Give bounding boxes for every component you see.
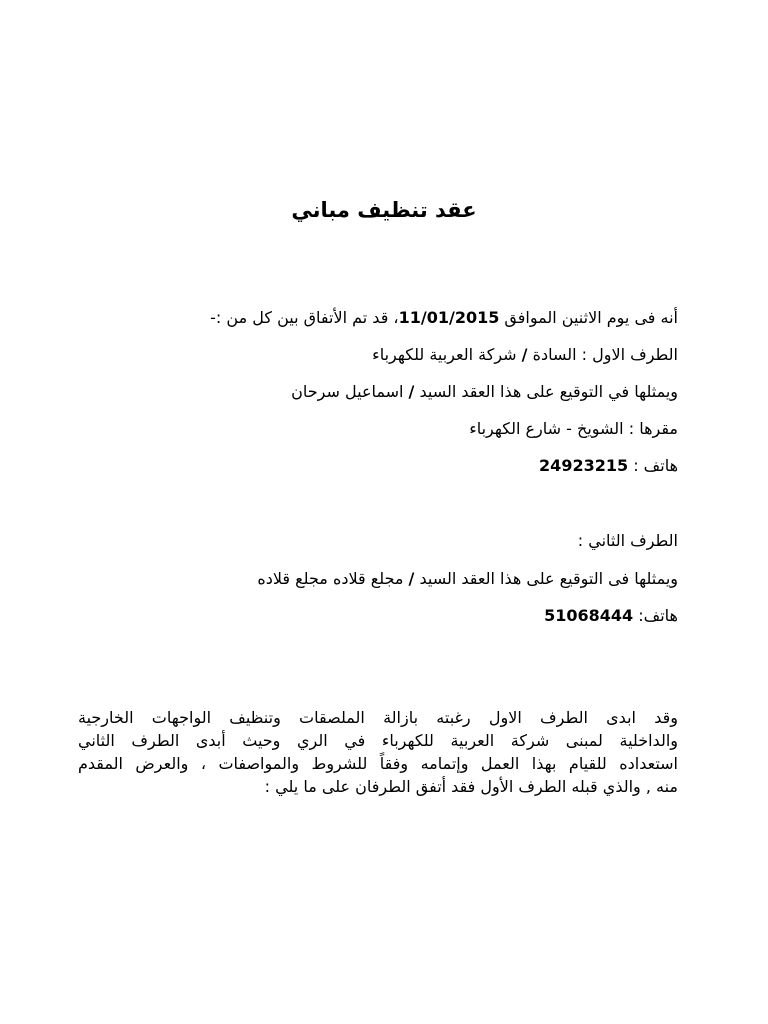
intro-prefix: أنه فى يوم الاثنين الموافق bbox=[499, 308, 678, 327]
party2-phone-line bbox=[78, 606, 678, 626]
party1-phone-line bbox=[78, 456, 678, 476]
body-line: وقد ابدى الطرف الاول رغبته بازالة الملصقات وتنظيف الواجهات الخارجية bbox=[78, 708, 678, 727]
intro-suffix: ، قد تم الأتفاق بين كل من :- bbox=[210, 308, 399, 327]
party2-rep-prefix: ويمثلها فى التوقيع على هذا العقد السيد bbox=[414, 569, 678, 588]
party2-representative-line bbox=[78, 569, 678, 589]
party1-rep-name: اسماعيل سرحان bbox=[291, 382, 409, 401]
party2-rep-slash: / bbox=[408, 569, 415, 588]
contract-body-paragraph bbox=[78, 706, 678, 798]
party2-line: الطرف الثاني : bbox=[577, 531, 678, 550]
intro-line bbox=[78, 308, 678, 328]
party1-representative-line bbox=[78, 382, 678, 402]
party2-phone-label: هاتف: bbox=[633, 606, 678, 625]
party1-phone-label: هاتف : bbox=[628, 456, 678, 475]
party1-headquarters-line: مقرها : الشويخ - شارع الكهرباء bbox=[469, 419, 678, 438]
party1-rep-slash: / bbox=[408, 382, 415, 401]
party2-rep-name: مجلع قلاده مجلع قلاده bbox=[257, 569, 409, 588]
party2-phone: 51068444 bbox=[544, 606, 634, 625]
body-line: منه , والذي قبله الطرف الأول فقد أتفق الطرفان على ما يلي : bbox=[264, 777, 678, 796]
body-line: استعداده للقيام بهذا العمل وإتمامه وفقاً للشروط والمواصفات ، والعرض المقدم bbox=[78, 754, 678, 773]
party1-slash: / bbox=[521, 345, 528, 364]
party1-rep-prefix: ويمثلها في التوقيع على هذا العقد السيد bbox=[414, 382, 678, 401]
party1-phone: 24923215 bbox=[539, 456, 629, 475]
party1-line bbox=[78, 345, 678, 365]
body-line: والداخلية لمبنى شركة العربية للكهرباء في الري وحيث أبدى الطرف الثاني bbox=[78, 731, 678, 750]
party1-company: شركة العربية للكهرباء bbox=[372, 345, 522, 364]
intro-date: 11/01/2015 bbox=[398, 308, 500, 327]
party1-label: الطرف الاول : السادة bbox=[527, 345, 678, 364]
document-title: عقد تنظيف مباني bbox=[291, 198, 477, 222]
